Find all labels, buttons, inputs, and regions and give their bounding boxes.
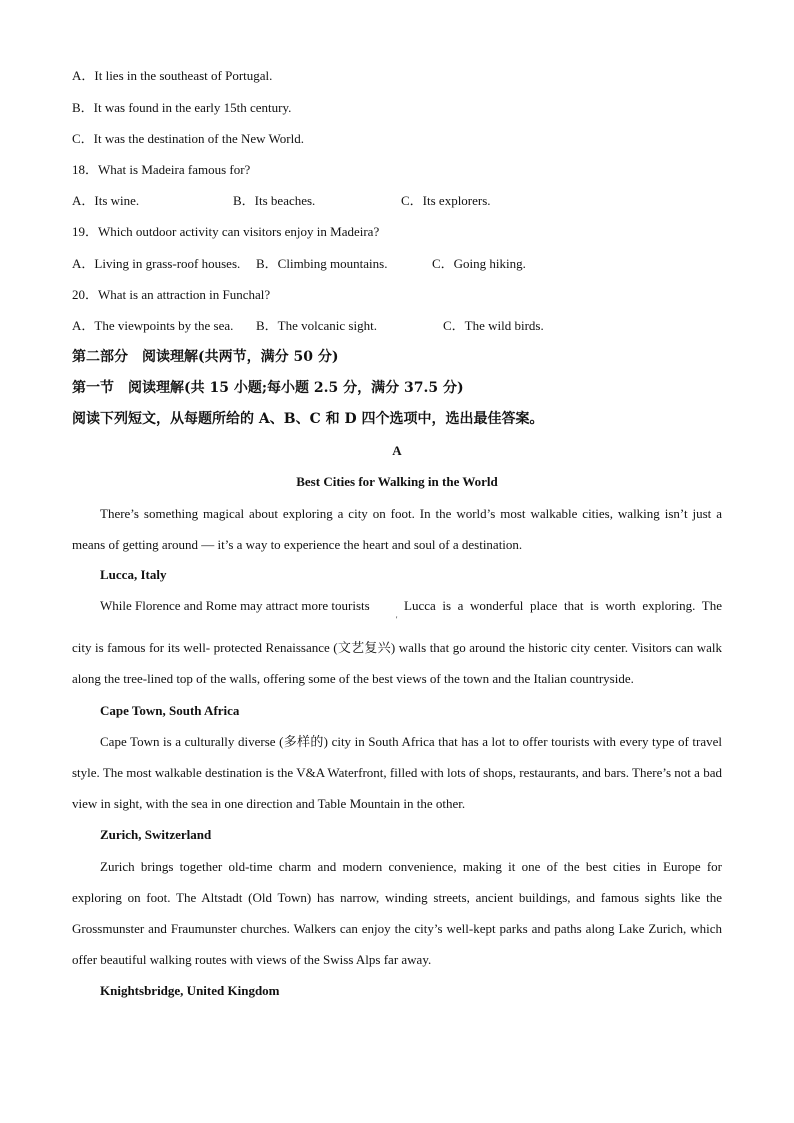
passage-letter: A bbox=[392, 443, 402, 458]
lucca-heading: Lucca, Italy bbox=[100, 567, 167, 582]
q19-option-a: A．Living in grass-roof houses. bbox=[72, 256, 241, 271]
q18-question: 18．What is Madeira famous for? bbox=[72, 162, 251, 177]
part-two-heading: 第二部分 阅读理解(共两节，满分 50 分) bbox=[72, 349, 339, 365]
q17-option-c: C．It was the destination of the New World. bbox=[72, 131, 304, 146]
q19-option-b: B．Climbing mountains. bbox=[256, 256, 388, 271]
q20-option-c: C．The wild birds. bbox=[443, 318, 544, 333]
reading-instruction: 阅读下列短文，从每题所给的 A、B、C 和 D 四个选项中，选出最佳答案。 bbox=[72, 411, 544, 427]
q18-option-c: C．Its explorers. bbox=[401, 193, 491, 208]
cape-town-heading: Cape Town, South Africa bbox=[100, 703, 240, 718]
q20-option-a: A．The viewpoints by the sea. bbox=[72, 318, 234, 333]
lucca-line-1a: While Florence and Rome may attract more tourists bbox=[100, 598, 370, 613]
q17-option-b: B．It was found in the early 15th century. bbox=[72, 100, 292, 115]
q20-question: 20．What is an attraction in Funchal? bbox=[72, 287, 271, 302]
stray-mark: ' bbox=[396, 615, 398, 624]
section-one-heading: 第一节 阅读理解(共 15 小题;每小题 2.5 分，满分 37.5 分) bbox=[72, 380, 464, 396]
zurich-heading: Zurich, Switzerland bbox=[100, 827, 212, 842]
intro-paragraph: There’s something magical about exploring a city on foot. In the world’s most walkable cities, walking isn’t just a means of getting around — it’s a way to experience the heart and soul of a destination. bbox=[72, 506, 722, 552]
q19-option-c: C．Going hiking. bbox=[432, 256, 526, 271]
q18-option-a: A．Its wine. bbox=[72, 193, 140, 208]
cape-town-paragraph: Cape Town is a culturally diverse (多样的) city in South Africa that has a lot to offer tourists with every type of travel style. The most walkable destination is the V&A Waterfront, filled with lots of shops, restaurants, and bars. There’s not a bad view in sight, with the sea in one direction and Table Mountain in the other. bbox=[72, 734, 722, 811]
lucca-paragraph: city is famous for its well- protected Renaissance (文艺复兴) walls that go around the historic city center. Visitors can walk along the tree-lined top of the walls, offering some of the best views of the town and the Italian countryside. bbox=[72, 640, 722, 686]
passage-title: Best Cities for Walking in the World bbox=[296, 474, 498, 489]
q19-question: 19．Which outdoor activity can visitors enjoy in Madeira? bbox=[72, 224, 380, 239]
lucca-line-1b: Lucca is a wonderful place that is worth exploring. The bbox=[404, 598, 722, 613]
knightsbridge-heading: Knightsbridge, United Kingdom bbox=[100, 983, 280, 998]
zurich-paragraph: Zurich brings together old-time charm and modern convenience, making it one of the best cities in Europe for exploring on foot. The Altstadt (Old Town) has narrow, winding streets, ancient buildings, and famous sights like the Grossmunster and Fraumunster churches. Walkers can enjoy the city’s well-kept parks and paths along Lake Zurich, which offer beautiful walking routes with views of the Swiss Alps far away. bbox=[72, 859, 722, 967]
q20-option-b: B．The volcanic sight. bbox=[256, 318, 377, 333]
q18-option-b: B．Its beaches. bbox=[233, 193, 316, 208]
q17-option-a: A．It lies in the southeast of Portugal. bbox=[72, 68, 273, 83]
